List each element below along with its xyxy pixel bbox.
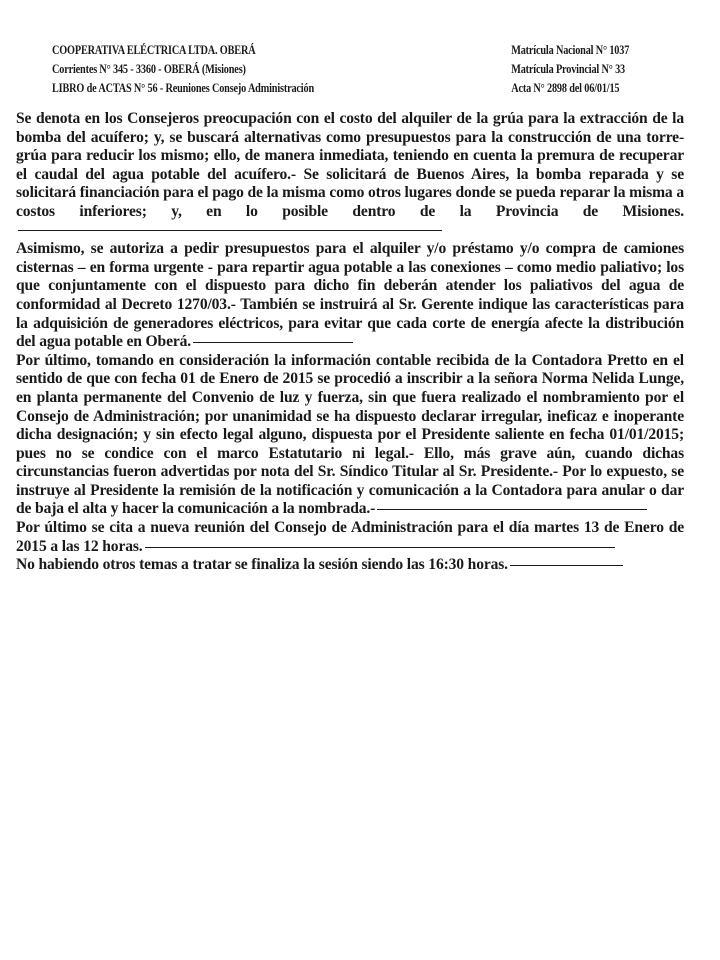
registration-info	[511, 41, 691, 98]
fill-line	[145, 547, 615, 548]
cooperative-info	[52, 41, 396, 98]
paragraph-staff-appointment	[16, 352, 684, 519]
fill-line	[18, 230, 442, 231]
fill-line	[377, 509, 647, 510]
provincial-registration: Matrícula Provincial N° 33	[511, 62, 626, 76]
minutes-book-title: LIBRO de ACTAS N° 56 - Reuniones Consejo Administración	[52, 81, 314, 95]
fill-line	[193, 342, 353, 343]
paragraph-closing	[16, 556, 684, 575]
national-registration: Matrícula Nacional N° 1037	[511, 43, 630, 57]
minutes-body	[16, 110, 684, 575]
paragraph-text: Asimismo, se autoriza a pedir presupuestos para el alquiler y/o préstamo y/o compra de camiones cisternas – en forma urgente - para repartir agua potable a las conexiones – como medio paliativo; los que conjuntamente con el dispuesto para dicho fin deberán atender los paliativos del agua de conformidad al Decreto 1270/03.- También se instruirá al Sr. Gerente indique las características para la adquisición de generadores eléctricos, para evitar que cada corte de energía afecte la distribución del agua potable en Oberá.	[16, 240, 684, 351]
paragraph-text: No habiendo otros temas a tratar se finaliza la sesión siendo las 16:30 horas.	[16, 556, 508, 574]
paragraph-water-trucks	[16, 240, 684, 352]
paragraph-text: Por último, tomando en consideración la información contable recibida de la Contadora Pretto en el sentido de que con fecha 01 de Enero de 2015 se procedió a inscribir a la señora Norma Nelida Lunge, en planta permanente del Convenio de luz y fuerza, sin que fuera realizado el nombramiento por el Consejo de Administración; por unanimidad se ha dispuesto declarar irregular, ineficaz e inoperante dicha designación; y sin efecto legal alguno, dispuesta por el Presidente saliente en fecha 01/01/2015; pues no se condice con el marco Estatutario ni legal.- Ello, más grave aún, cuando dichas circunstancias fueron advertidas por nota del Sr. Síndico Titular al Sr. Presidente.- Por lo expuesto, se instruye al Presidente la remisión de la notificación y comunicación a la Contadora para anular o dar de baja el alta y hacer la comunicación a la nombrada.-	[16, 351, 684, 518]
paragraph-next-meeting	[16, 519, 684, 556]
paragraph-pump-crane	[16, 110, 684, 240]
fill-line	[510, 565, 623, 566]
cooperative-name: COOPERATIVA ELÉCTRICA LTDA. OBERÁ	[52, 43, 256, 57]
paragraph-text: Por último se cita a nueva reunión del Consejo de Administración para el día martes 13 de Enero de 2015 a las 12 horas.	[16, 519, 684, 555]
cooperative-address: Corrientes N° 345 - 3360 - OBERÁ (Misiones)	[52, 62, 246, 76]
minutes-number-date: Acta N° 2898 del 06/01/15	[511, 81, 620, 95]
paragraph-text: Se denota en los Consejeros preocupación con el costo del alquiler de la grúa para la extracción de la bomba del acuífero; y, se buscará alternativas como presupuestos para la construcción de una torre-grúa para reducir los mismo; ello, de manera inmediata, teniendo en cuenta la premura de recuperar el caudal del agua potable del acuífero.- Se solicitará de Buenos Aires, la bomba reparada y se solicitará financiación para el pago de la misma como otros lugares donde se pueda reparar la misma a costos inferiores; y, en lo posible dentro de la Provincia de Misiones.	[16, 110, 684, 220]
